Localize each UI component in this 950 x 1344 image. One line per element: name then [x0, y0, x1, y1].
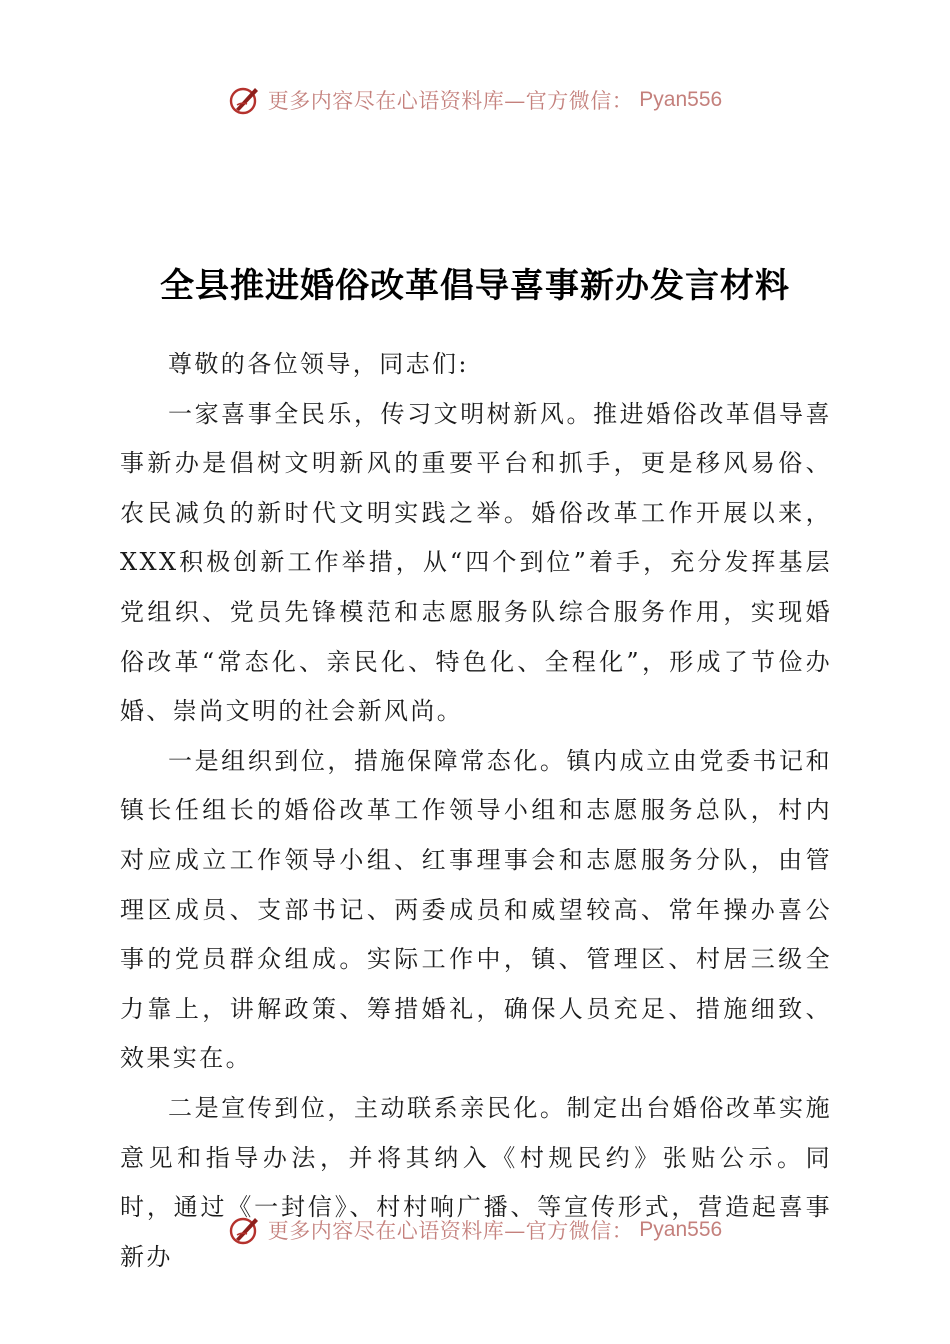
quill-pen-circle-icon — [228, 83, 262, 117]
document-body — [120, 340, 832, 1282]
watermark-text: 更多内容尽在心语资料库—官方微信： — [267, 89, 634, 113]
watermark-wechat-id: Pyan556 — [639, 88, 723, 111]
intro-paragraph: 一家喜事全民乐，传习文明树新风。推进婚俗改革倡导喜事新办是倡树文明新风的重要平台和抓手，更是移风易俗、农民减负的新时代文明实践之举。婚俗改革工作开展以来，XXX积极创新工作举措，从“四个到位”着手，充分发挥基层党组织、党员先锋模范和志愿服务队综合服务作用，实现婚俗改革“常态化、亲民化、特色化、全程化”，形成了节俭办婚、崇尚文明的社会新风尚。 — [120, 399, 832, 726]
section-one-paragraph: 一是组织到位，措施保障常态化。镇内成立由党委书记和镇长任组长的婚俗改革工作领导小组和志愿服务总队，村内对应成立工作领导小组、红事理事会和志愿服务分队，由管理区成员、支部书记、两委成员和威望较高、常年操办喜公事的党员群众组成。实际工作中，镇、管理区、村居三级全力靠上，讲解政策、筹措婚礼，确保人员充足、措施细致、效果实在。 — [120, 746, 832, 1073]
footer-watermark — [0, 1210, 950, 1250]
watermark-text: 更多内容尽在心语资料库—官方微信： — [267, 1219, 634, 1243]
quill-pen-circle-icon — [228, 1213, 262, 1247]
section-two-paragraph: 二是宣传到位，主动联系亲民化。制定出台婚俗改革实施意见和指导办法，并将其纳入《村规民约》张贴公示。同时，通过《一封信》、村村响广播、等宣传形式，营造起喜事新办 — [120, 1093, 832, 1271]
document-title: 全县推进婚俗改革倡导喜事新办发言材料 — [160, 266, 790, 306]
salutation-paragraph: 尊敬的各位领导，同志们: — [168, 350, 469, 378]
header-watermark — [0, 80, 950, 120]
watermark-wechat-id: Pyan556 — [639, 1218, 723, 1241]
